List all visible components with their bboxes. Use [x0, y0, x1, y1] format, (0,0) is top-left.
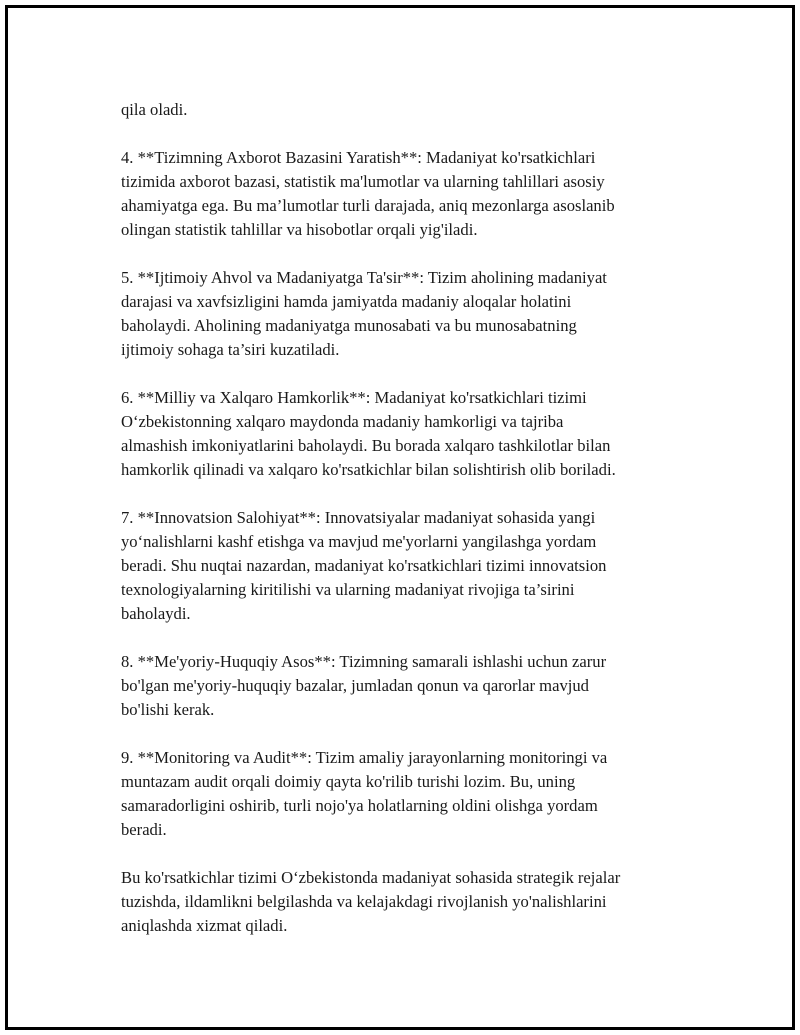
list-item-8-meyoriy-huquqiy: 8. **Me'yoriy-Huquqiy Asos**: Tizimning samarali ishlashi uchun zarur bo'lgan me'yoriy-huquqiy bazalar, jumladan qonun va qarorlar mavjud bo'lishi kerak. — [121, 652, 607, 719]
list-item-6-hamkorlik: 6. **Milliy va Xalqaro Hamkorlik**: Madaniyat ko'rsatkichlari tizimi O‘zbekistonning xalqaro maydonda madaniy hamkorligi va tajriba almashish imkoniyatlarini baholaydi. Bu borada xalqaro tashkilotlar bilan hamkorlik qilinadi va xalqaro ko'rsatkichlar bilan solishtirish olib boriladi. — [121, 388, 616, 479]
conclusion-paragraph: Bu ko'rsatkichlar tizimi O‘zbekistonda madaniyat sohasida strategik rejalar tuzishda, ildamlikni belgilashda va kelajakdagi rivojlanish yo'nalishlarini aniqlashda xizmat qiladi. — [121, 868, 621, 935]
list-item-5-ijtimoiy-ahvol: 5. **Ijtimoiy Ahvol va Madaniyatga Ta'sir**: Tizim aholining madaniyat darajasi va xavfsizligini hamda jamiyatda madaniy aloqalar holatini baholaydi. Aholining madaniyatga munosabati va bu munosabatning ijtimoiy sohaga ta’siri kuzatiladi. — [121, 268, 607, 359]
list-item-7-innovatsion: 7. **Innovatsion Salohiyat**: Innovatsiyalar madaniyat sohasida yangi yo‘nalishlarni kashf etishga va mavjud me'yorlarni yangilashga yordam beradi. Shu nuqtai nazardan, madaniyat ko'rsatkichlari tizimi innovatsion texnologiyalarning kiritilishi va ularning madaniyat rivojiga ta’sirini baholaydi. — [121, 508, 607, 623]
paragraph-continuation: qila oladi. — [121, 100, 188, 119]
document-page — [5, 5, 795, 1030]
list-item-4-axborot-bazasi: 4. **Tizimning Axborot Bazasini Yaratish**: Madaniyat ko'rsatkichlari tizimida axborot bazasi, statistik ma'lumotlar va ularning tahlillari asosiy ahamiyatga ega. Bu ma’lumotlar turli darajada, aniq mezonlarga asoslanib olingan statistik tahlillar va hisobotlar orqali yig'iladi. — [121, 148, 615, 239]
list-item-9-monitoring: 9. **Monitoring va Audit**: Tizim amaliy jarayonlarning monitoringi va muntazam audit orqali doimiy qayta ko'rilib turishi lozim. Bu, uning samaradorligini oshirib, turli nojo'ya holatlarning oldini olishga yordam beradi. — [121, 748, 608, 839]
document-body — [121, 98, 701, 938]
